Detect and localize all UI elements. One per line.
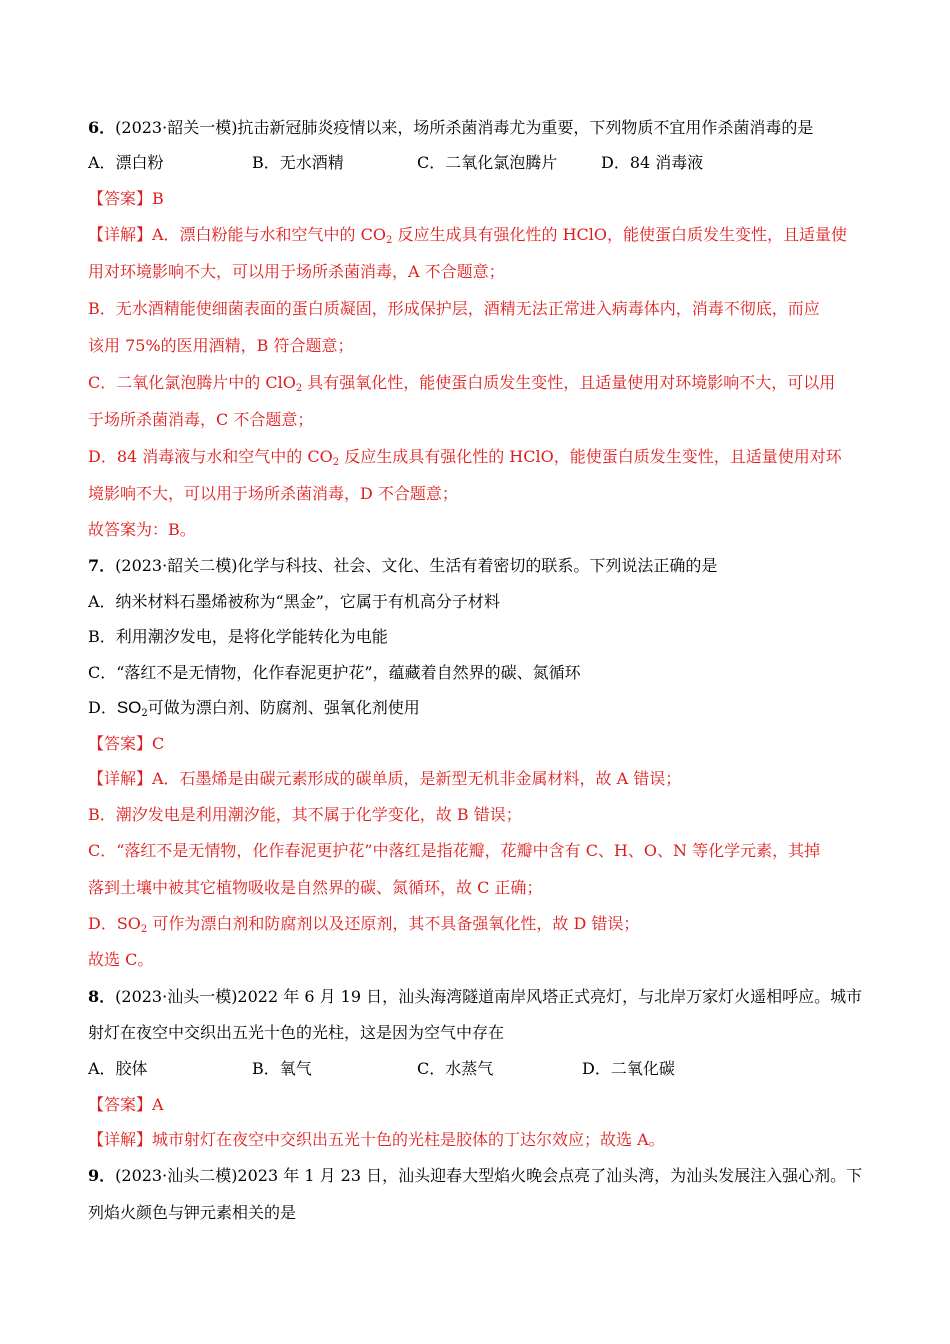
explain-6-line-1: 【详解】A．漂白粉能与水和空气中的 $CO_2$ 反应生成具有强化性的 HClO，能使蛋白质发生变性，且适量使 (88, 225, 847, 246)
question-9-stem-1 (88, 1166, 862, 1186)
question-6-options (88, 153, 888, 173)
answer-6: 【答案】B (88, 189, 164, 208)
question-6-stem (88, 118, 813, 138)
question-7-stem (88, 556, 717, 576)
option-d: D．二氧化碳 (582, 1059, 675, 1078)
explain-7-line-1: 【详解】A．石墨烯是由碳元素形成的碳单质，是新型无机非金属材料，故 A 错误； (88, 769, 682, 788)
question-8-options (88, 1059, 888, 1079)
explain-7-line-5: D．$SO_2$ 可作为漂白剂和防腐剂以及还原剂，其不具备强氧化性，故 D 错误； (88, 914, 640, 935)
explain-8: 【详解】城市射灯在夜空中交织出五光十色的光柱是胶体的丁达尔效应；故选 A。 (88, 1130, 665, 1149)
question-9-stem-2: 列焰火颜色与钾元素相关的是 (88, 1203, 297, 1222)
option-c: C．水蒸气 (417, 1059, 494, 1078)
option-b: B．无水酒精 (252, 153, 344, 172)
explain-7-line-2: B．潮汐发电是利用潮汐能，其不属于化学变化，故 B 错误； (88, 805, 522, 824)
explain-6-line-9: 故答案为：B。 (88, 520, 196, 539)
option-c: C．“落红不是无情物，化作春泥更护花”，蕴藏着自然界的碳、氮循环 (88, 663, 581, 682)
answer-8: 【答案】A (88, 1095, 164, 1114)
question-text: (2023·韶关一模)抗击新冠肺炎疫情以来，场所杀菌消毒尤为重要，下列物质不宜用作杀菌消毒的是 (115, 118, 814, 137)
explain-7-line-6: 故选 C。 (88, 950, 154, 969)
option-c: C．二氧化氯泡腾片 (417, 153, 558, 172)
question-text: (2023·韶关二模)化学与科技、社会、文化、生活有着密切的联系。下列说法正确的是 (115, 556, 718, 575)
explain-7-line-3: C．“落红不是无情物，化作春泥更护花”中落红是指花瓣，花瓣中含有 C、H、O、N 等化学元素，其掉 (88, 841, 821, 860)
question-number: 7． (88, 556, 116, 575)
explain-6-line-6: 于场所杀菌消毒，C 不合题意； (88, 410, 314, 429)
question-number: 6． (88, 118, 116, 137)
question-text: (2023·汕头二模)2023 年 1 月 23 日，汕头迎春大型焰火晚会点亮了汕头湾，为汕头发展注入强心剂。下 (115, 1166, 863, 1185)
option-d: D．84 消毒液 (601, 153, 704, 172)
option-d: D．$SO_2$可做为漂白剂、防腐剂、强氧化剂使用 (88, 698, 420, 719)
option-a: A．纳米材料石墨烯被称为“黑金”，它属于有机高分子材料 (88, 592, 500, 611)
question-text: (2023·汕头一模)2022 年 6 月 19 日，汕头海湾隧道南岸风塔正式亮灯，与北岸万家灯火遥相呼应。城市 (115, 987, 863, 1006)
option-a: A．胶体 (88, 1059, 148, 1078)
explain-6-line-2: 用对环境影响不大，可以用于场所杀菌消毒，A 不合题意； (88, 262, 505, 281)
explain-7-line-4: 落到土壤中被其它植物吸收是自然界的碳、氮循环，故 C 正确； (88, 878, 543, 897)
option-b: B．利用潮汐发电，是将化学能转化为电能 (88, 627, 388, 646)
explain-6-line-7: D．84 消毒液与水和空气中的 $CO_2$ 反应生成具有强化性的 HClO，能使蛋白质发生变性，且适量使用对环 (88, 447, 842, 468)
explain-6-line-8: 境影响不大，可以用于场所杀菌消毒，D 不合题意； (88, 484, 458, 503)
question-number: 9． (88, 1166, 116, 1185)
question-number: 8． (88, 987, 116, 1006)
explain-6-line-4: 该用 75%的医用酒精，B 符合题意； (88, 336, 354, 355)
answer-7: 【答案】C (88, 734, 165, 753)
question-8-stem-1 (88, 987, 862, 1007)
explain-6-line-3: B．无水酒精能使细菌表面的蛋白质凝固，形成保护层，酒精无法正常进入病毒体内，消毒不彻底，而应 (88, 299, 820, 318)
question-8-stem-2: 射灯在夜空中交织出五光十色的光柱，这是因为空气中存在 (88, 1023, 505, 1042)
explain-6-line-5: C．二氧化氯泡腾片中的 ClO$_2$ 具有强氧化性，能使蛋白质发生变性，且适量使用对环境影响不大，可以用 (88, 373, 836, 394)
option-a: A．漂白粉 (88, 153, 164, 172)
option-b: B．氧气 (252, 1059, 312, 1078)
